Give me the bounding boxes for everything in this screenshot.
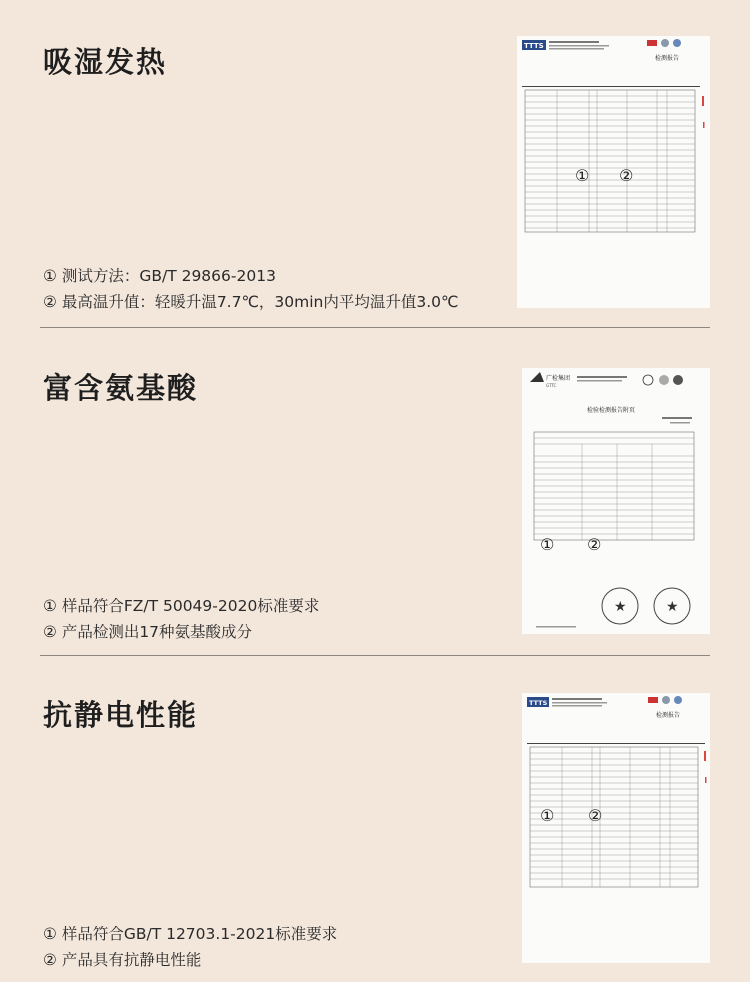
marker-1: ① — [540, 535, 555, 554]
marker-2: ② — [619, 166, 634, 185]
svg-text:★: ★ — [666, 599, 679, 615]
note-item: ① 样品符合GB/T 12703.1-2021标准要求 — [43, 925, 338, 943]
note-item: ① 测试方法：GB/T 29866-2013 — [43, 267, 276, 285]
svg-text:★: ★ — [614, 599, 627, 615]
section-title: 吸湿发热 — [43, 45, 168, 79]
test-report-image — [522, 368, 710, 634]
note-item: ② 产品具有抗静电性能 — [43, 951, 202, 969]
report-logo: TTTS — [529, 699, 548, 707]
note-item: ① 样品符合FZ/T 50049-2020标准要求 — [43, 597, 320, 615]
section-notes — [43, 921, 337, 973]
report-logo-sub: GTTC — [546, 383, 557, 388]
report-title: 检测报告 — [656, 712, 681, 719]
section-title: 富含氨基酸 — [43, 371, 199, 405]
test-report-image — [522, 693, 710, 963]
section-antistatic — [0, 655, 750, 982]
report-title: 检验检测报告附页 — [587, 407, 636, 414]
report-logo: TTTS — [524, 42, 544, 50]
note-item: ② 产品检测出17种氨基酸成分 — [43, 623, 253, 641]
section-notes — [43, 263, 458, 315]
marker-1: ① — [540, 806, 555, 825]
section-title: 抗静电性能 — [43, 698, 199, 732]
marker-1: ① — [575, 166, 590, 185]
marker-2: ② — [587, 535, 602, 554]
section-amino-acid — [0, 328, 750, 655]
section-notes — [43, 593, 319, 645]
section-moisture-heat — [0, 0, 750, 328]
report-logo: 广检集团 — [546, 375, 571, 382]
note-item: ② 最高温升值：轻暖升温7.7℃，30min内平均温升值3.0℃ — [43, 293, 459, 311]
report-title: 检测报告 — [655, 55, 680, 62]
marker-2: ② — [588, 806, 603, 825]
test-report-image — [517, 36, 710, 308]
